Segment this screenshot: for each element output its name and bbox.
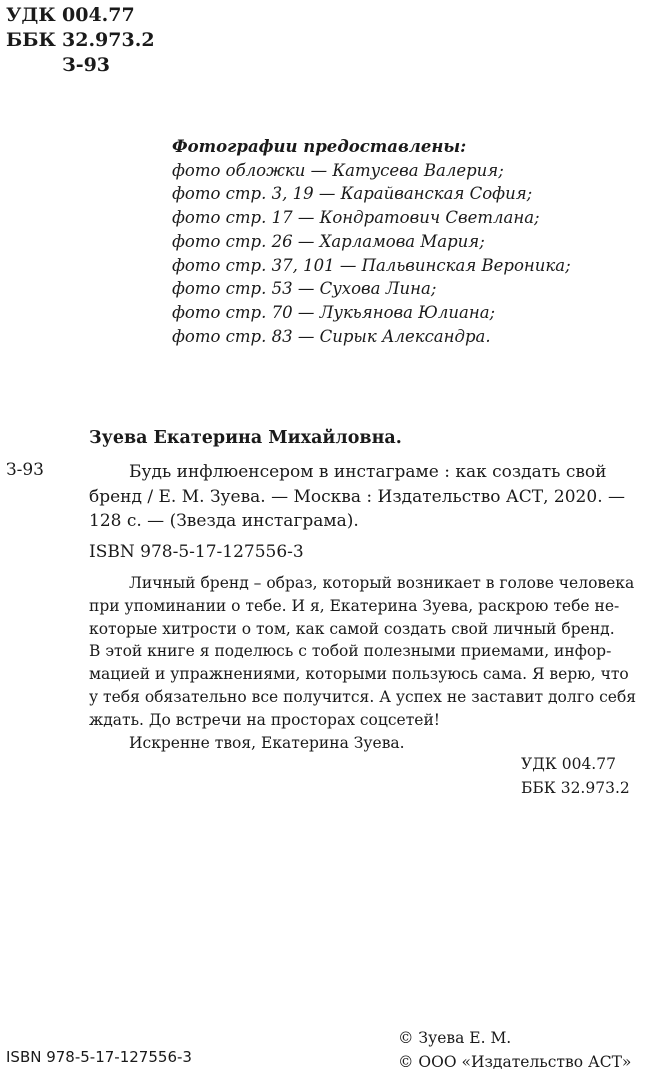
bib-author: Зуева Екатерина Михайловна. xyxy=(89,428,402,448)
copyright-publisher: © ООО «Издательство АСТ» xyxy=(398,1053,632,1071)
annotation-line: В этой книге я поделюсь с тобой полезными приемами, инфор- xyxy=(89,642,612,661)
annotation-line: мацией и упражнениями, которыми пользуюсь сама. Я верю, что xyxy=(89,665,629,684)
annotation-line: которые хитрости о том, как самой создать свой личный бренд. xyxy=(89,619,615,638)
credit-line: фото стр. 83 — Сирык Александра. xyxy=(172,326,491,346)
copyright xyxy=(398,1026,631,1074)
bib-isbn: ISBN 978-5-17-127556-3 xyxy=(89,542,304,562)
classification-bbk: ББК 32.973.2 xyxy=(521,779,630,797)
credit-line: фото стр. 26 — Харламова Мария; xyxy=(172,231,485,251)
bib-title-line: 128 с. — (Звезда инстаграма). xyxy=(89,511,359,531)
annotation-line: Личный бренд – образ, который возникает в голове человека xyxy=(129,574,635,592)
credits-title: Фотографии предоставлены: xyxy=(172,137,467,156)
copyright-author: © Зуева Е. М. xyxy=(398,1029,512,1047)
bib-title-line: Будь инфлюенсером в инстаграме : как создать свой xyxy=(129,462,607,482)
annotation-line: при упоминании о тебе. И я, Екатерина Зуева, раскрою тебе не- xyxy=(89,596,620,615)
author-code: З-93 xyxy=(62,54,111,76)
udk-value: 004.77 xyxy=(62,4,135,26)
credit-line: фото стр. 53 — Сухова Лина; xyxy=(172,279,437,299)
bbk-label: ББК xyxy=(6,29,56,51)
credit-line: фото стр. 37, 101 — Пальвинская Вероника; xyxy=(172,255,571,275)
bib-title xyxy=(89,460,637,534)
bbk-value: 32.973.2 xyxy=(62,29,155,51)
footer-isbn: ISBN 978-5-17-127556-3 xyxy=(6,1048,192,1066)
annotation-line: у тебя обязательно все получится. А успех не заставит долго себя xyxy=(89,687,637,706)
credit-line: фото стр. 17 — Кондратович Светлана; xyxy=(172,208,540,228)
annotation-signature: Искренне твоя, Екатерина Зуева. xyxy=(129,733,405,752)
udk-label: УДК xyxy=(6,4,56,26)
classification xyxy=(521,752,630,800)
annotation-line: ждать. До встречи на просторах соцсетей! xyxy=(89,710,440,729)
annotation xyxy=(89,572,636,754)
photo-credits xyxy=(172,135,571,348)
credit-line: фото обложки — Катусева Валерия; xyxy=(172,160,504,180)
credit-line: фото стр. 70 — Лукьянова Юлиана; xyxy=(172,302,496,322)
credit-line: фото стр. 3, 19 — Карайванская София; xyxy=(172,184,533,204)
bib-title-line: бренд / Е. М. Зуева. — Москва : Издательство АСТ, 2020. — xyxy=(89,486,625,507)
bib-code: З-93 xyxy=(6,460,44,480)
classification-udk: УДК 004.77 xyxy=(521,755,616,773)
